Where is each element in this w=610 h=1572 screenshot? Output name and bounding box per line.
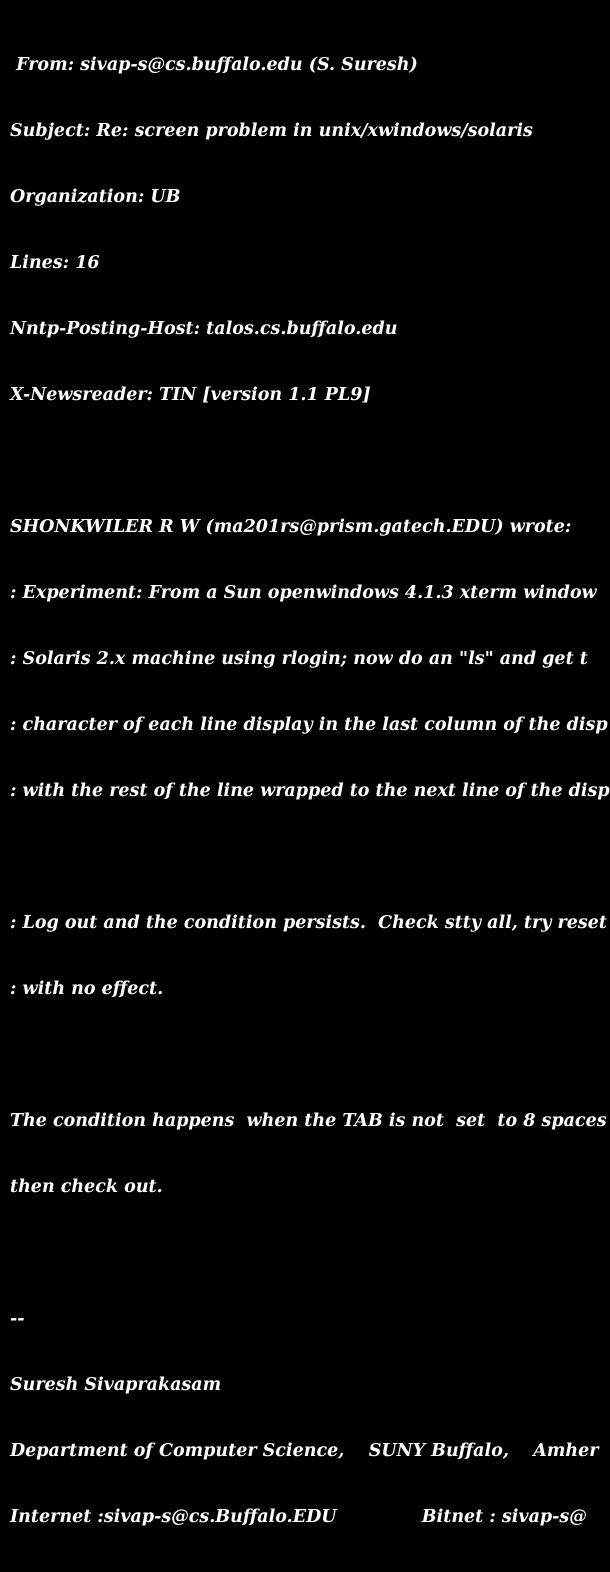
- quoted-line: : with the rest of the line wrapped to the next line of the disp: [10, 781, 610, 801]
- blank-line: [10, 1242, 610, 1264]
- quoted-line: : Experiment: From a Sun openwindows 4.1.3 xterm window: [10, 583, 597, 603]
- header-newsreader: X-Newsreader: TIN [version 1.1 PL9]: [10, 385, 371, 405]
- header-from: From: sivap-s@cs.buffalo.edu (S. Suresh): [10, 55, 418, 75]
- reply-line: then check out.: [10, 1177, 163, 1197]
- quoted-line: : with no effect.: [10, 979, 164, 999]
- signature-separator: --: [10, 1309, 25, 1329]
- blank-line: [10, 846, 610, 868]
- blank-line: [10, 450, 610, 472]
- header-lines: Lines: 16: [10, 253, 100, 273]
- quoted-line: : Log out and the condition persists. Check stty all, try reset: [10, 913, 607, 933]
- reply-line: The condition happens when the TAB is not set to 8 spaces: [10, 1111, 607, 1131]
- header-organization: Organization: UB: [10, 187, 181, 207]
- quoted-line: : Solaris 2.x machine using rlogin; now do an "ls" and get t: [10, 649, 588, 669]
- signature-contact: Internet :sivap-s@cs.Buffalo.EDU Bitnet : sivap-s@: [10, 1507, 587, 1527]
- blank-line: [10, 1044, 610, 1066]
- news-article: [10, 10, 610, 1572]
- signature-name: Suresh Sivaprakasam: [10, 1375, 222, 1395]
- attribution-line: SHONKWILER R W (ma201rs@prism.gatech.EDU) wrote:: [10, 517, 572, 537]
- header-subject: Subject: Re: screen problem in unix/xwindows/solaris: [10, 121, 533, 141]
- quoted-line: : character of each line display in the last column of the disp: [10, 715, 608, 735]
- header-nntp-posting-host: Nntp-Posting-Host: talos.cs.buffalo.edu: [10, 319, 398, 339]
- signature-department: Department of Computer Science, SUNY Buffalo, Amher: [10, 1441, 599, 1461]
